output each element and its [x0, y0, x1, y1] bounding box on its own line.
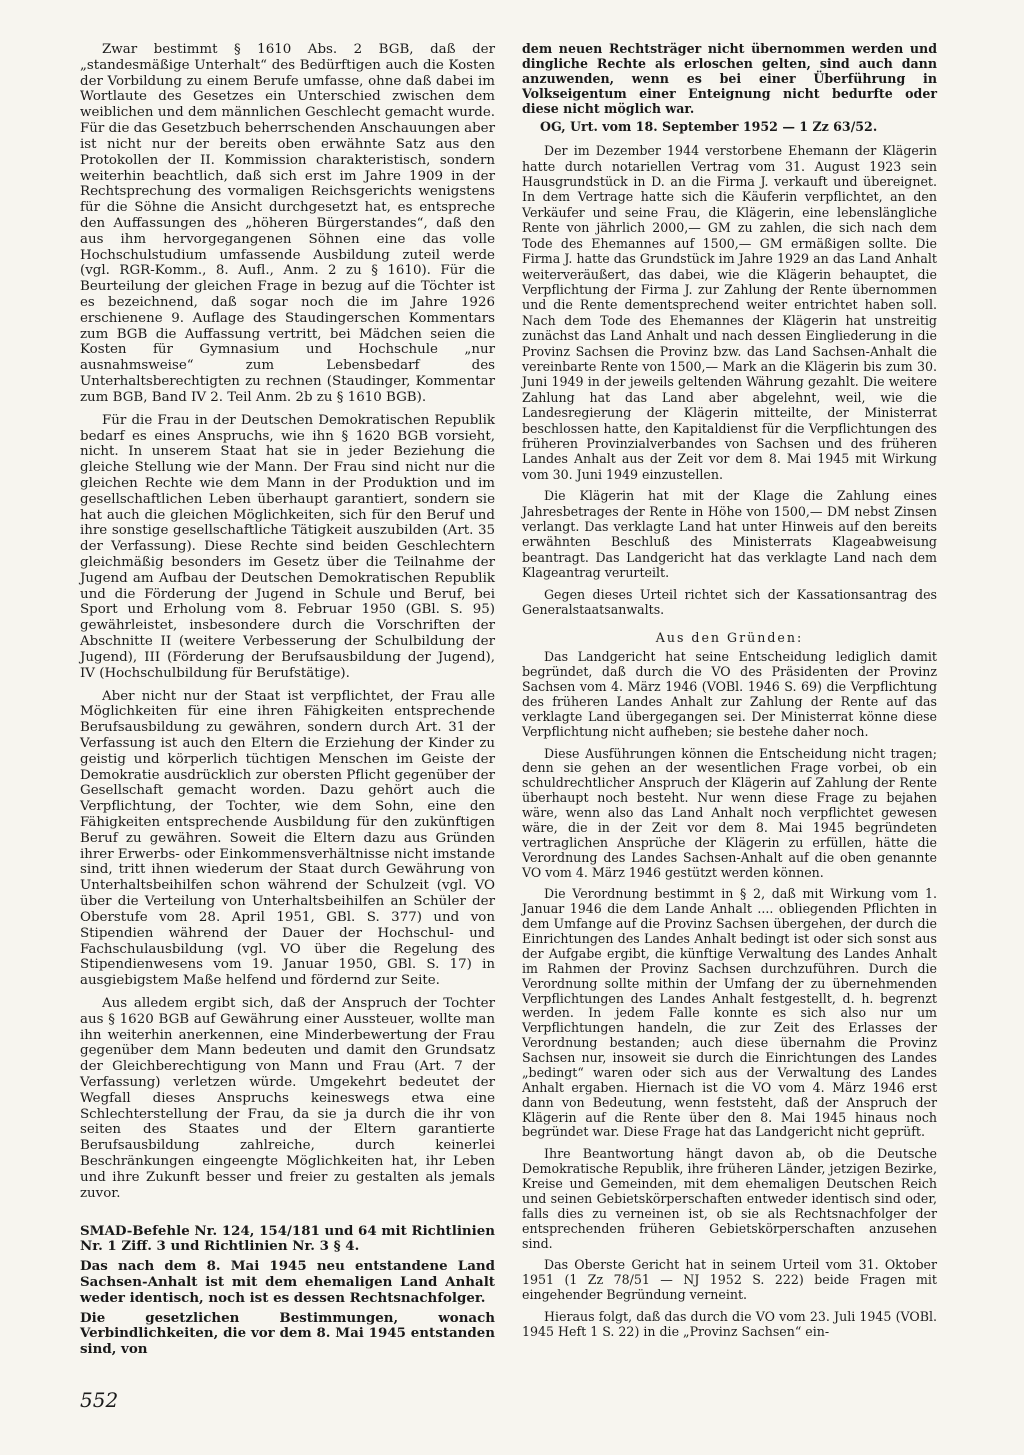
left-column [80, 42, 495, 1362]
body-paragraph: Die Verordnung bestimmt in § 2, daß mit Wirkung vom 1. Januar 1946 die dem Lande Anhalt .... obliegenden Pflichten in dem Umfange auf die Provinz Sachsen übergehen, der durch die Einrichtungen des Landes Anhalt bedingt ist oder sich sonst aus der Aufgabe ergibt, die künftige Verwaltung des Landes Anhalt im Rahmen der Provinz Sachsen durchzuführen. Durch die Verordnung sollte mithin der Umfang der zu übernehmenden Verpflichtungen des Landes Anhalt festgestellt, d. h. begrenzt werden. In jedem Falle konnte es sich also nur um Verpflichtungen handeln, die zur Zeit des Erlasses der Verordnung bestanden; auch diese übernahm die Provinz Sachsen nur, insoweit sie durch die Einrichtungen des Landes „bedingt“ waren oder sich aus der Verwaltung des Landes Anhalt ergaben. Hiernach ist die VO vom 4. März 1946 erst dann von Bedeutung, wenn feststeht, daß der Anspruch der Klägerin auf die Rente über den 8. Mai 1945 hinaus noch begründet war. Diese Frage hat das Landgericht nicht geprüft. [522, 886, 937, 1140]
facts-paragraph: Gegen dieses Urteil richtet sich der Kassationsantrag des Generalstaatsanwalts. [522, 586, 937, 618]
body-paragraph: Diese Ausführungen können die Entscheidung nicht tragen; denn sie gehen an der wesentlichen Frage vorbei, ob ein schuldrechtlicher Anspruch der Klägerin auf Zahlung der Rente überhaupt noch besteht. Nur wenn diese Frage zu bejahen wäre, wenn also das Land Anhalt noch verpflichtet gewesen wäre, die in der Zeit vor dem 8. Mai 1945 begründeten vertraglichen Ansprüche der Klägerin zu erfüllen, hätte die Verordnung des Landes Sachsen-Anhalt auf die oben genannte VO vom 4. März 1946 gestützt werden können. [522, 745, 937, 880]
body-paragraph: Zwar bestimmt § 1610 Abs. 2 BGB, daß der „standesmäßige Unterhalt“ des Bedürftigen auch die Kosten der Vorbildung zu einem Berufe umfasse, ohne daß dabei im Wortlaute des Gesetzes ein Unterschied zwischen dem weiblichen und dem männlichen Geschlecht gemacht wurde. Für die das Gesetzbuch beherrschenden Anschauungen aber ist nicht nur der bereits oben erwähnte Satz aus den Protokollen der II. Kommission charakteristisch, sondern weiterhin beachtlich, daß sich erst im Jahre 1909 in der Rechtsprechung des vormaligen Reichsgerichts wenigstens für die Söhne die Ansicht durchgesetzt hat, es entspreche den Auffassungen des „höheren Bürgerstandes“, daß den aus ihm hervorgegangenen Söhnen eine das volle Hochschulstudium umfassende Ausbildung zuteil werde (vgl. RGR-Komm., 8. Aufl., Anm. 2 zu § 1610). Für die Beurteilung der gleichen Frage in bezug auf die Töchter ist es bezeichnend, daß sogar noch die im Jahre 1926 erschienene 9. Auflage des Staudingerschen Kommentars zum BGB die Auffassung vertritt, bei Mädchen seien die Kosten für Gymnasium und Hochschule „nur ausnahmsweise“ zum Lebensbedarf des Unterhaltsberechtigten zu rechnen (Staudinger, Kommentar zum BGB, Band IV 2. Teil Anm. 2b zu § 1610 BGB). [80, 42, 495, 405]
section-heading: Aus den Gründen: [655, 630, 804, 646]
right-column [522, 42, 937, 1347]
court-reference: OG, Urt. vom 18. September 1952 — 1 Zz 63/52. [540, 119, 878, 135]
body-paragraph: Das Oberste Gericht hat in seinem Urteil vom 31. Oktober 1951 (1 Zz 78/51 — NJ 1952 S. 222) beide Fragen mit eingehender Begründung verneint. [522, 1257, 937, 1303]
body-paragraph: Hieraus folgt, daß das durch die VO vom 23. Juli 1945 (VOBl. 1945 Heft 1 S. 22) in die „Provinz Sachsen“ ein- [522, 1309, 937, 1339]
leitsatz-2: Die gesetzlichen Bestimmungen, wonach Verbindlichkeiten, die vor dem 8. Mai 1945 entstanden sind, von [80, 1309, 495, 1358]
body-paragraph: Aus alledem ergibt sich, daß der Anspruch der Tochter aus § 1620 BGB auf Gewährung einer Aussteuer, wollte man ihn weiterhin anerkennen, eine Minderbewertung der Frau gegenüber dem Mann bedeuten und damit den Grundsatz der Gleichberechtigung von Mann und Frau (Art. 7 der Verfassung) verletzen würde. Umgekehrt bedeutet der Wegfall dieses Anspruchs keineswegs etwa eine Schlechterstellung der Frau, da sie ja durch die ihr von seiten des Staates und der Eltern garantierte Berufsausbildung zahlreiche, durch keinerlei Beschränkungen eingeengte Möglichkeiten hat, ihr Leben und ihre Zukunft besser und freier zu gestalten als jemals zuvor. [80, 995, 495, 1201]
leitsatz-1: Das nach dem 8. Mai 1945 neu entstandene Land Sachsen-Anhalt ist mit dem ehemaligen Land Anhalt weder identisch, noch ist es dessen Rechtsnachfolger. [80, 1258, 495, 1306]
body-paragraph: Aber nicht nur der Staat ist verpflichtet, der Frau alle Möglichkeiten für eine ihren Fähigkeiten entsprechende Berufsausbildung zu gewähren, sondern durch Art. 31 der Verfassung ist auch den Eltern die Erziehung der Kinder zu geistig und körperlich tüchtigen Menschen im Geiste der Demokratie ausdrücklich zur obersten Pflicht gegenüber der Gesellschaft gemacht worden. Dazu gehört auch die Verpflichtung, der Tochter, wie dem Sohn, eine den Fähigkeiten entsprechende Ausbildung für den zukünftigen Beruf zu gewähren. Soweit die Eltern dazu aus Gründen ihrer Erwerbs- oder Einkommensverhältnisse nicht imstande sind, tritt ihnen wiederum der Staat durch Gewährung von Unterhaltsbeihilfen schon während der Schulzeit (vgl. VO über die Verteilung von Unterhaltsbeihilfen an Schüler der Oberstufe vom 28. April 1951, GBl. S. 377) und von Stipendien während der Dauer der Hochschul- und Fachschulausbildung (vgl. VO über die Regelung des Stipendienwesens vom 19. Januar 1950, GBl. S. 17) in ausgiebigstem Maße helfend und fördernd zur Seite. [80, 688, 495, 989]
body-paragraph: Das Landgericht hat seine Entscheidung lediglich damit begründet, daß durch die VO des Präsidenten der Provinz Sachsen vom 4. März 1946 (VOBl. 1946 S. 69) die Verpflichtung des früheren Landes Anhalt zur Zahlung der Rente auf das verklagte Land übergegangen sei. Der Ministerrat könne diese Verpflichtung nicht aufheben; sie bestehe daher noch. [522, 649, 937, 739]
decision-heading: SMAD-Befehle Nr. 124, 154/181 und 64 mit Richtlinien Nr. 1 Ziff. 3 und Richtlinien Nr. 3 § 4. [80, 1222, 495, 1255]
facts-paragraph: Der im Dezember 1944 verstorbene Ehemann der Klägerin hatte durch notariellen Vertrag vom 31. August 1923 sein Hausgrundstück in D. an die Firma J. verkauft und übereignet. In dem Vertrage hatte sich die Käuferin verpflichtet, an den Verkäufer und seine Frau, die Klägerin, eine lebenslängliche Rente von jährlich 2000,— GM zu zahlen, die sich nach dem Tode des Ehemannes auf 1500,— GM ermäßigen sollte. Die Firma J. hatte das Grundstück im Jahre 1929 an das Land Anhalt weiterveräußert, das dabei, wie die Klägerin behauptet, die Verpflichtung der Firma J. zur Zahlung der Rente übernommen und die Rente dementsprechend weiter entrichtet haben soll. Nach dem Tode des Ehemannes der Klägerin hat unstreitig zunächst das Land Anhalt und nach dessen Eingliederung in die Provinz Sachsen die Provinz bzw. das Land Sachsen-Anhalt die vereinbarte Rente von 1500,— Mark an die Klägerin bis zum 30. Juni 1949 in der jeweils geltenden Währung gezahlt. Die weitere Zahlung hat das Land aber abgelehnt, weil, wie die Landesregierung der Klägerin mitteilte, der Ministerrat beschlossen hatte, den Kapitaldienst für die Verpflichtungen des früheren Provinzialverbandes von Sachsen und des früheren Landes Anhalt aus der Zeit vor dem 8. Mai 1945 mit Wirkung vom 30. Juni 1949 einzustellen. [522, 143, 937, 482]
body-paragraph: Für die Frau in der Deutschen Demokratischen Republik bedarf es eines Anspruchs, wie ihn § 1620 BGB vorsieht, nicht. In unserem Staat hat sie in jeder Beziehung die gleiche Stellung wie der Mann. Der Frau sind nicht nur die gleichen Rechte wie dem Mann in der Produktion und im gesellschaftlichen Leben überhaupt garantiert, sondern sie hat auch die gleichen Möglichkeiten, sich für den Beruf und ihre sonstige gesellschaftliche Tätigkeit auszubilden (Art. 35 der Verfassung). Diese Rechte sind beiden Geschlechtern gleichmäßig besonders im Gesetz über die Teilnahme der Jugend am Aufbau der Deutschen Demokratischen Republik und die Förderung der Jugend in Schule und Beruf, bei Sport und Erholung vom 8. Februar 1950 (GBl. S. 95) gewährleistet, insbesondere durch die Vorschriften der Abschnitte II (weitere Verbesserung der Schulbildung der Jugend), III (Förderung der Berufsausbildung der Jugend), IV (Hochschulbildung für Berufstätige). [80, 412, 495, 681]
facts-paragraph: Die Klägerin hat mit der Klage die Zahlung eines Jahresbetrages der Rente in Höhe von 1500,— DM nebst Zinsen verlangt. Das verklagte Land hat unter Hinweis auf den bereits erwähnten Beschluß des Ministerrats Klageabweisung beantragt. Das Landgericht hat das verklagte Land nach dem Klageantrag verurteilt. [522, 488, 937, 581]
body-paragraph: Ihre Beantwortung hängt davon ab, ob die Deutsche Demokratische Republik, ihre früheren Länder, jetzigen Bezirke, Kreise und Gemeinden, mit dem ehemaligen Deutschen Reich und seinen Gebietskörperschaften entweder identisch sind oder, falls dies zu verneinen ist, ob sie als Rechtsnachfolger der entsprechenden früheren Gebietskörperschaften anzusehen sind. [522, 1146, 937, 1251]
leitsatz-continued: dem neuen Rechtsträger nicht übernommen werden und dingliche Rechte als erloschen gelten, sind auch dann anzuwenden, wenn es bei einer Überführung in Volkseigentum einer Enteignung nicht bedurfte oder diese nicht möglich war. [522, 41, 937, 116]
page-number: 552 [80, 1388, 119, 1412]
